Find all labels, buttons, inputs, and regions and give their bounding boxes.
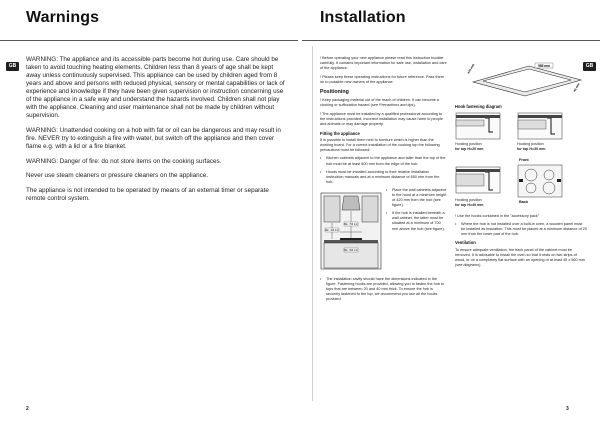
ventilation-heading: Ventilation [455,240,476,246]
language-tab: GB [583,62,596,71]
intro-paragraph: ! Please keep these operating instructions for future reference. Pass them on to possible new owners of the appliance. [320,74,444,84]
installation-page [300,0,600,424]
warning-paragraph: WARNING: Danger of fire: do not store items on the cooking surfaces. [26,157,222,165]
hook-diagram-block [455,100,587,400]
fitting-list [320,156,447,184]
hook-position-20mm-caption: Hooking position for top H=20 mm [455,142,484,151]
dim-width-label: 555 mm [538,63,550,68]
hook-diagram-title: Hook fastening diagram [455,104,502,110]
fig-label-bottom: Min. 600 mm [344,248,358,252]
hook-position-20mm-diagram [455,112,501,140]
figure-notes [386,188,447,235]
positioning-heading: Positioning [320,88,349,95]
fitting-heading: Fitting the appliance [320,130,360,136]
warning-paragraph: WARNING: The appliance and its accessible parts become hot during use. Care should be taken to avoid touching heating elements. Children less than 8 years of age shall be kept away unless continuously supervised. This appliance can be used by children aged from 8 years and above and persons with reduced physical, sensory or mental capabilities or lack of experience and knowledge if they have been given supervision or instruction concerning use of the appliance in a safe way and understand the hazards involved. Children shall not play with the appliance. Cleaning and user maintenance shall not be made by children without supervision. [26,56,285,120]
installation-diagrams-column [455,56,587,400]
hob-back-view-diagram [517,164,563,198]
page-title: Installation [320,9,406,26]
list-item: • Kitchen cabinets adjacent to the appliance and taller than the top of the hob must be at least 600 mm from the edge of the hob. [320,156,447,166]
back-label: Back [519,200,529,205]
cavity-dimension-diagram [455,56,587,98]
fig-label-side: Min. 420 mm [325,228,339,232]
list-item: • Place the wall cabinets adjacent to the hood at a minimum height of 420 mm from the hob (see figure). [386,188,447,208]
list-item: • Hoods must be installed according to their relative Installation Instruction manuals and at a minimum distance of 650 mm from the hob. [320,170,447,185]
installation-text-column [320,56,447,305]
intro-paragraph: ! Before operating your new appliance please read this instruction booklet carefully. It contains important information for safe use, installation and care of the appliance. [320,56,447,71]
warning-paragraph: The appliance is not intended to be operated by means of an external timer or separate remote control system. [26,186,269,202]
title-rule [302,40,600,41]
warnings-text [26,56,288,209]
list-item: • Where the hob is not installed over a built-in oven, a wooden panel must be installed as insulation. This must be placed at a minimum distance of 20 mm from the lower part of the hob. [455,222,587,237]
cabinet-clearance-figure [320,188,447,273]
hooks-paragraph: ! Use the hooks contained in the "accessory pack" [455,214,540,219]
list-item: • The installation cavity should have the dimensions indicated in the figure. Fastening hooks are provided, allowing you to fasten the hob to tops that are between 20 and 40 mm thick. To ensure the hob is securely fastened to the top, we recommend you use all the hooks provided. [320,277,447,302]
dim-side-label: 45 mm [572,82,581,93]
fig-label-top: Min. 700 mm [344,222,358,226]
hook-position-30mm-caption: Hooking position for top H=30 mm [517,142,546,151]
hook-position-30mm-diagram [517,112,563,140]
fitting-paragraph: It is possible to install them next to furniture which is higher than the working board. For a correct installation of the cooking top the following precautions must be followed: [320,137,440,152]
fitting-list [320,277,447,302]
hook-position-40mm-caption: Hooking position for top H=40 mm [455,198,484,207]
positioning-paragraph: ! The appliance must be installed by a qualified professional according to the instructions provided. Incorrect installation may cause harm to people and animals or may damage property. [320,111,443,126]
warning-paragraph: WARNING: Unattended cooking on a hob with fat or oil can be dangerous and may result in fire. NEVER try to extinguish a fire with water, but switch off the appliance and then cover flame e.g. with a lid or a fire blanket. [26,126,281,150]
positioning-paragraph: ! Keep packaging material out of the reach of children. It can become a choking or suffocation hazard (see Precautions and tips). [320,98,440,108]
kitchen-cabinet-diagram [320,192,382,270]
front-label: Front [519,158,529,163]
title-rule [0,40,298,41]
hook-position-40mm-diagram [455,166,501,194]
ventilation-paragraph: To ensure adequate ventilation, the back panel of the cabinet must be removed. It is advisable to install the oven so that it rests on two strips of wood, or on a completely flat surface with an opening of at least 45 x 560 mm (see diagrams). [455,247,586,267]
page-number: 2 [26,406,29,412]
hooks-notes [455,214,587,271]
page-number: 3 [566,406,569,412]
margin-line [312,46,313,401]
page-title: Warnings [26,9,100,26]
list-item: • If the hob is installed beneath a wall cabinet, the latter must be situated at a minimum of 700 mm above the hob (see figure). [386,211,447,231]
language-tab: GB [6,62,19,71]
warning-paragraph: Never use steam cleaners or pressure cleaners on the appliance. [26,172,209,180]
dim-depth-label: 475 mm [466,62,476,75]
